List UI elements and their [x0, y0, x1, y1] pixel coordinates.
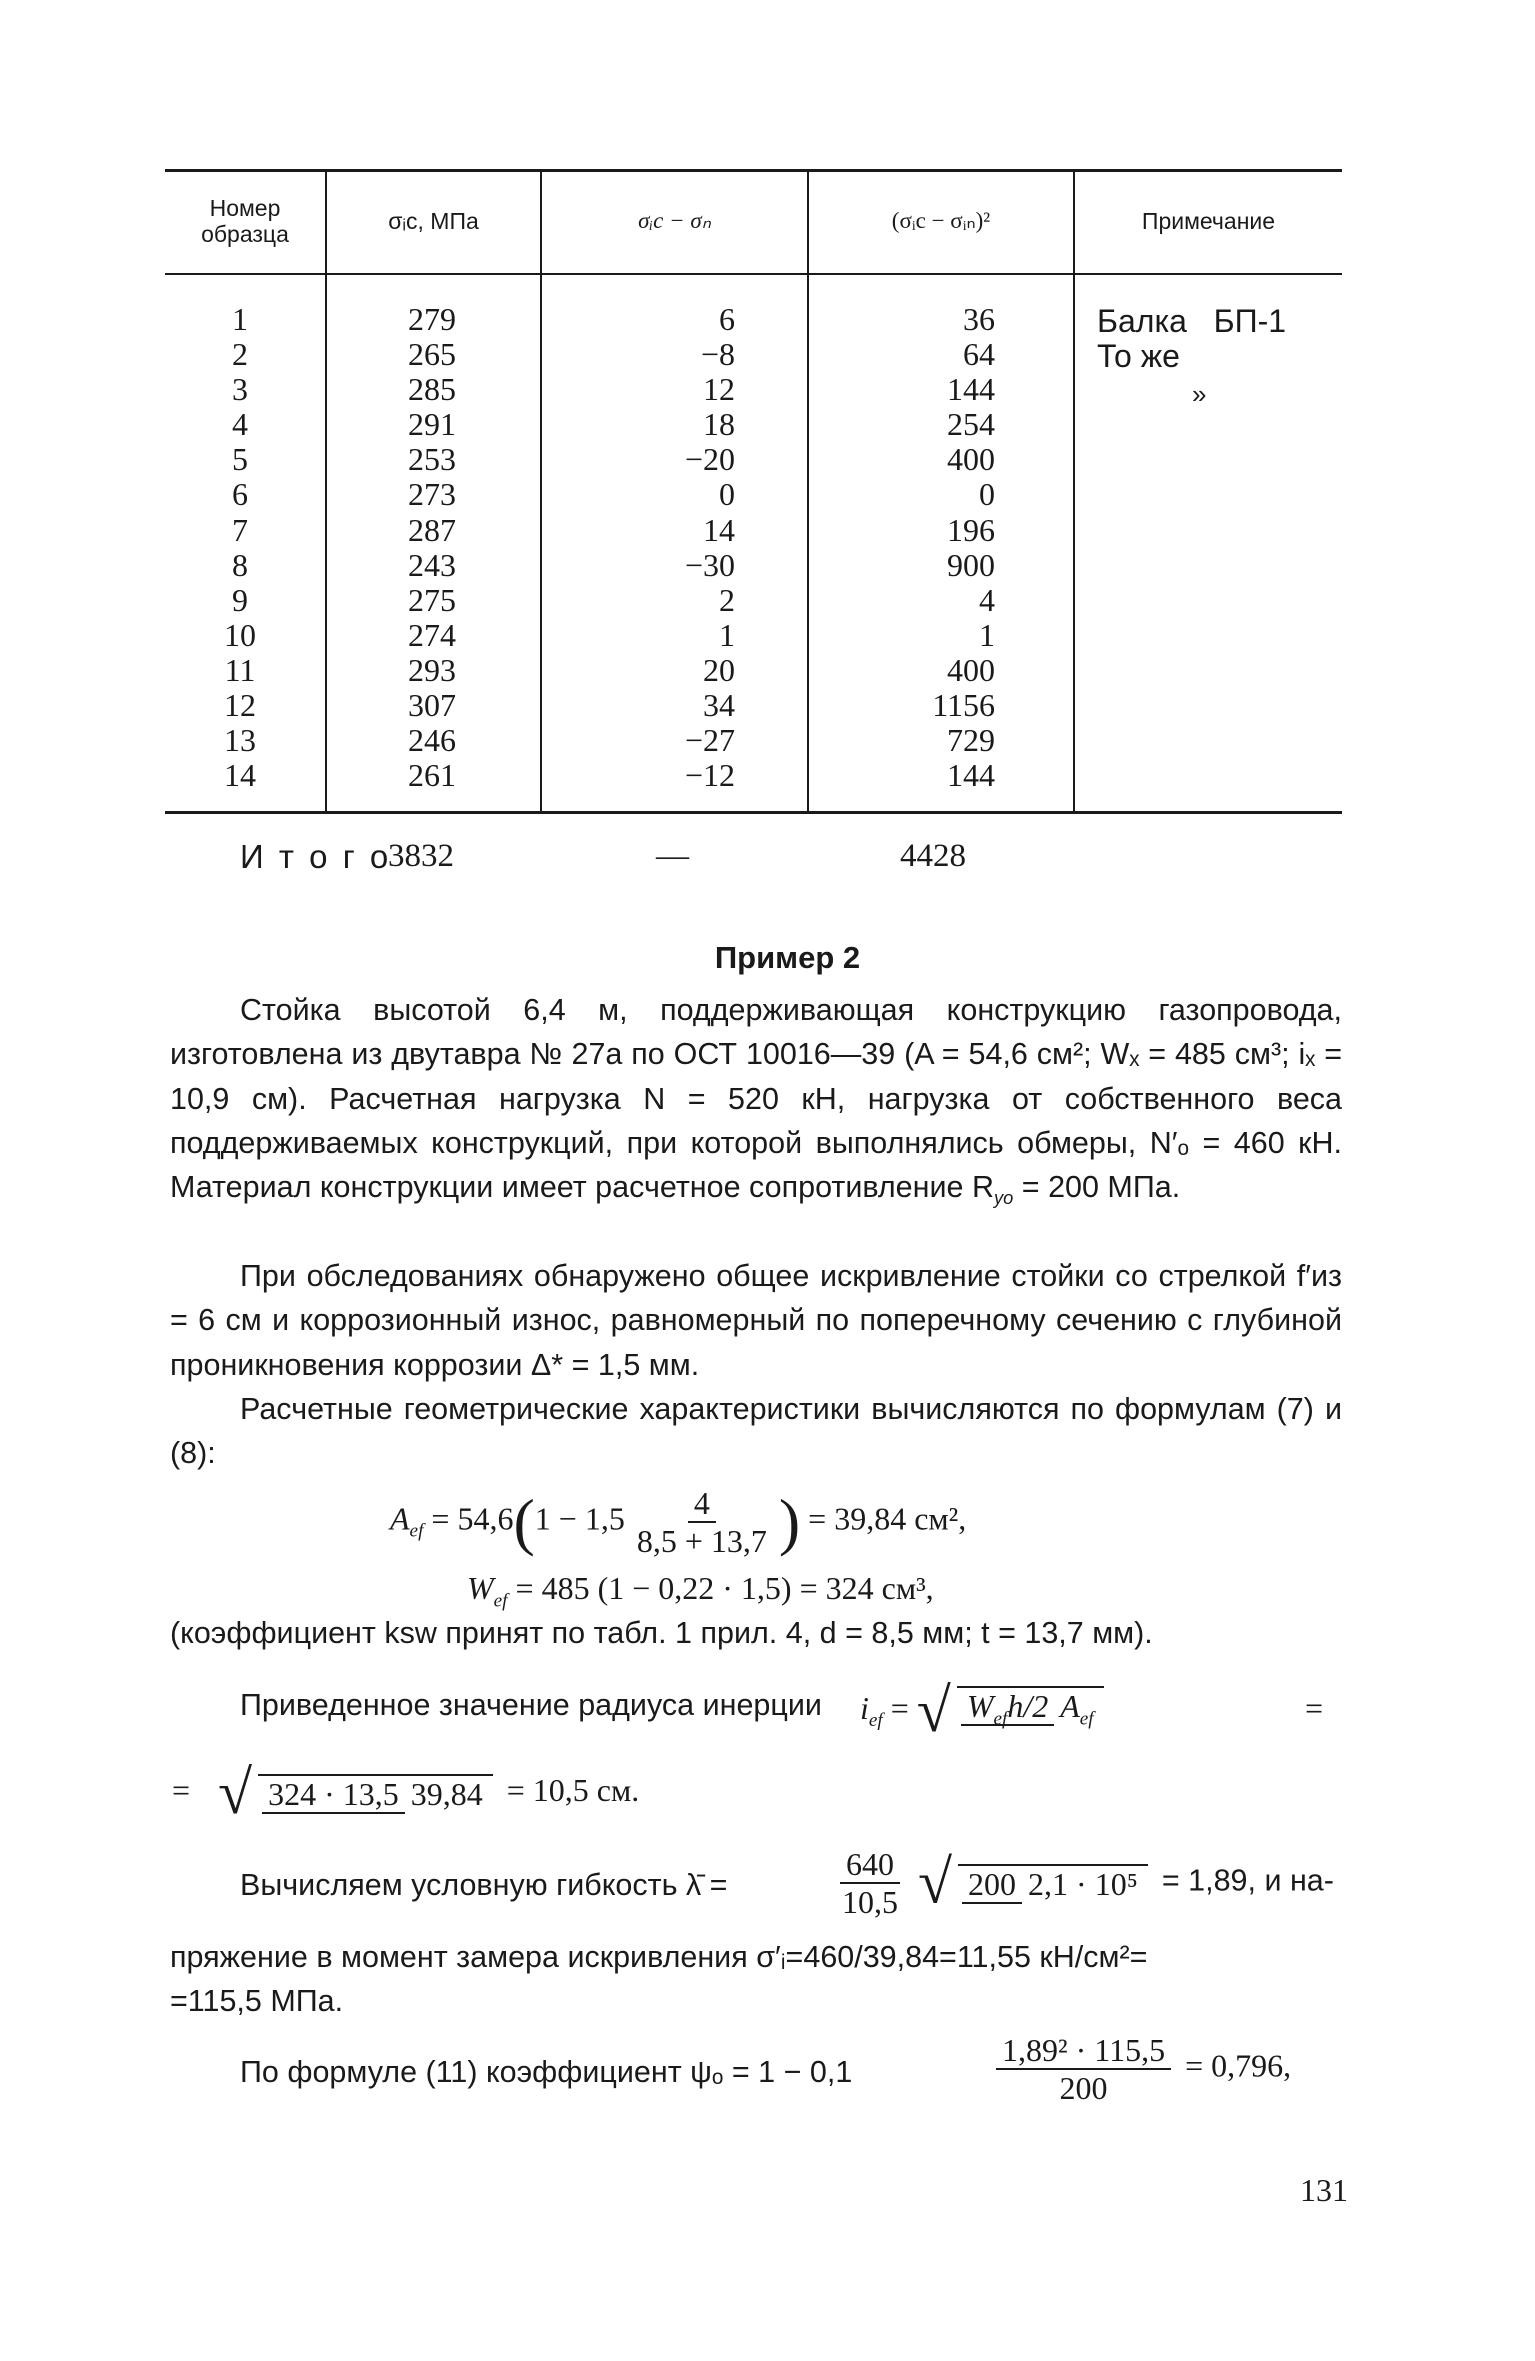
table-cell: 144: [947, 371, 995, 408]
example-heading: Пример 2: [714, 940, 861, 975]
numerator: 4: [688, 1485, 716, 1523]
table-cell: 12: [224, 687, 256, 724]
paragraph-inspection: При обследованиях обнаружено общее искривление стойки со стрелкой f′из = 6 см и коррозионный износ, равномерный по поперечному сечению с глубиной проникновения коррозии Δ* = 1,5 мм.: [170, 1259, 1342, 1382]
denominator: $A_{ef}$: [1060, 1687, 1094, 1730]
equals-sign: =: [1305, 1690, 1324, 1726]
table-cell: 285: [408, 371, 456, 408]
table-cell: 9: [232, 581, 248, 618]
table-cell: −8: [700, 336, 735, 373]
subscript: ef: [868, 1710, 883, 1732]
formula-text: = 0,796,: [1185, 2047, 1292, 2084]
table-cell: 265: [408, 336, 456, 373]
table-cell: 900: [947, 546, 995, 583]
total-dash: —: [656, 838, 689, 874]
table-cell: 273: [408, 476, 456, 513]
formula-text: 1 − 1,5: [534, 1500, 625, 1537]
paragraph-text: Wₓ = 485 см³; iₓ = 10,9 см). Расчетная нагрузка N = 520 кН, нагрузка от собственного веса поддерживаемых конструкций, при которой выполнялись обмеры, N′ₒ = 460 кН. Материал конструкции имеет расчетное сопротивление R: [170, 1037, 1342, 1205]
header-difference-squared: (σᵢc − σᵢₙ)²: [891, 208, 991, 233]
table-cell: 6: [719, 301, 735, 337]
table-cell: 275: [408, 581, 456, 618]
formula-symbol: A: [390, 1500, 410, 1537]
fraction: [957, 1686, 1104, 1737]
table-cell: 400: [947, 441, 995, 478]
table-cell: 293: [408, 651, 456, 688]
note-ditto: »: [1192, 379, 1207, 409]
paragraph-column-description: [170, 988, 1342, 1221]
table-cell: 0: [979, 476, 995, 513]
formula-radius: $i_{ef}$ = √ $W_{ef}h/2$ $A_{ef}$: [860, 1676, 1110, 1747]
table-cell: 10: [224, 616, 256, 653]
header-difference: σᵢc − σₙ: [638, 208, 711, 233]
header-sample-no: Номер образца: [201, 195, 289, 247]
table-cell: −30: [684, 546, 735, 583]
formula-text: = 485 (1 − 0,22 · 1,5) = 324 см³,: [507, 1570, 934, 1606]
table-cell: 246: [408, 722, 456, 759]
column-sigma-ic: [377, 302, 487, 793]
table-cell: 4: [979, 581, 995, 618]
numerator: 324 · 13,5: [262, 1776, 405, 1814]
slenderness-text: Вычисляем условную гибкость λ̄ =: [240, 1868, 728, 1902]
table-cell: 287: [408, 511, 456, 548]
table-cell: 243: [408, 546, 456, 583]
table-cell: 1: [719, 616, 735, 653]
coefficient-note: (коэффициент ksw принят по табл. 1 прил. 4, d = 8,5 мм; t = 13,7 мм).: [170, 1616, 1153, 1650]
numerator: 200: [962, 1866, 1022, 1904]
paragraph-text: Стойка высотой 6,4 м, поддерживающая конструкцию газопровода, изготовлена из двутавра № 27а по ОСТ 10016—39 (A = 54,6 см²;: [170, 993, 1342, 1072]
table-cell: 11: [224, 651, 256, 688]
table-cell: −20: [684, 441, 735, 478]
table-cell: 1: [979, 616, 995, 653]
table-cell: 14: [224, 757, 256, 794]
table-cell: 3: [232, 371, 248, 408]
fraction: [258, 1774, 493, 1813]
radius-text: Приведенное значение радиуса инерции: [240, 1688, 822, 1722]
table-cell: 7: [232, 511, 248, 548]
table-cell: 144: [947, 757, 995, 794]
table-cell: 20: [703, 651, 735, 688]
table-cell: 291: [408, 406, 456, 443]
page-number: 131: [1300, 2172, 1348, 2208]
formula-text: = 54,6: [423, 1500, 514, 1537]
column-difference-squared: [905, 302, 995, 793]
total-label: И т о г о: [240, 838, 392, 875]
formula-psi: [990, 2032, 1291, 2106]
table-cell: 6: [232, 476, 248, 513]
stress-line: =115,5 МПа.: [170, 1984, 344, 2018]
numerator: 1,89² · 115,5: [996, 2032, 1171, 2070]
formula-text: = 10,5 см.: [506, 1771, 640, 1808]
table-cell: 2: [232, 336, 248, 373]
samples-table: [165, 169, 1342, 814]
table-cell: 8: [232, 546, 248, 583]
numerator: 640: [840, 1846, 900, 1884]
total-sigma-sum: 3832: [388, 838, 454, 874]
table-header-rule: [165, 273, 1342, 275]
table-cell: 18: [703, 406, 735, 443]
subscript: yo: [994, 1187, 1014, 1209]
fraction: [958, 1864, 1148, 1903]
table-cell: 253: [408, 441, 456, 478]
table-cell: 4: [232, 406, 248, 443]
fraction: [996, 2032, 1171, 2106]
denominator: 2,1 · 10⁵: [1028, 1865, 1138, 1902]
note-beam: Балка БП-1: [1097, 303, 1287, 339]
table-cell: 14: [703, 511, 735, 548]
column-sample-no: [220, 302, 260, 793]
table-cell: 13: [224, 722, 256, 759]
table-bottom-rule: [165, 811, 1342, 814]
table-cell: 2: [719, 581, 735, 618]
table-cell: 279: [408, 301, 456, 337]
paragraph-text: = 200 МПа.: [1013, 1170, 1181, 1205]
table-cell: 307: [408, 687, 456, 724]
header-note: Примечание: [1141, 208, 1276, 234]
paragraph-geometry: Расчетные геометрические характеристики вычисляются по формулам (7) и (8):: [170, 1392, 1342, 1471]
formula-section-modulus: [467, 1570, 934, 1612]
table-cell: 1: [232, 301, 248, 337]
table-cell: 196: [947, 511, 995, 548]
table-cell: 400: [947, 651, 995, 688]
formula-text: = 1,89, и на-: [1161, 1863, 1334, 1898]
denominator: 10,5: [842, 1884, 898, 1920]
formula-area: $A_{ef} = 54,6(1 - 1,5$ $\frac{4}{8,5 + 13,7}$ ) = 39,84 см²,: [390, 1485, 967, 1559]
table-cell: 1156: [932, 687, 995, 724]
table-cell: 274: [408, 616, 456, 653]
denominator: 200: [1059, 2070, 1108, 2106]
table-cell: 0: [719, 476, 735, 513]
equals-sign: =: [890, 1689, 909, 1726]
formula-symbol: W: [467, 1570, 494, 1606]
table-cell: −12: [684, 757, 735, 794]
table-cell: 254: [947, 406, 995, 443]
formula-radius-value: = √ 324 · 13,5 39,84 = 10,5 см.: [172, 1759, 640, 1827]
table-cell: 261: [408, 757, 456, 794]
table-cell: 34: [703, 687, 735, 724]
numerator: $W_{ef}h/2$: [961, 1688, 1054, 1726]
column-difference: [605, 302, 735, 793]
table-cell: 36: [963, 301, 995, 337]
formula-symbol: i: [860, 1689, 869, 1726]
note-same: То же: [1097, 338, 1180, 374]
denominator: 39,84: [410, 1776, 483, 1812]
formula-slenderness: $\frac{640}{10,5}$ √ 200 2,1 · 10⁵ = 1,89, и на-: [830, 1846, 1334, 1920]
table-cell: 5: [232, 441, 248, 478]
total-squares-sum: 4428: [900, 838, 966, 874]
fraction: [836, 1846, 904, 1920]
subscript: ef: [409, 1520, 424, 1542]
psi-text: По формуле (11) коэффициент ψₒ = 1 − 0,1: [240, 2055, 853, 2089]
subscript: ef: [493, 1590, 508, 1612]
denominator: 8,5 + 13,7: [636, 1523, 767, 1559]
fraction: [631, 1485, 773, 1559]
table-cell: 64: [963, 336, 995, 373]
table-cell: −27: [684, 722, 735, 759]
formula-text: = 39,84 см²,: [800, 1500, 967, 1537]
header-sigma-ic: σᵢc, МПа: [388, 208, 479, 234]
table-cell: 729: [947, 722, 995, 759]
stress-line: пряжение в момент замера искривления σ′ᵢ=460/39,84=11,55 кН/см²=: [170, 1940, 1148, 1974]
equals-sign: =: [172, 1771, 191, 1808]
table-cell: 12: [703, 371, 735, 408]
